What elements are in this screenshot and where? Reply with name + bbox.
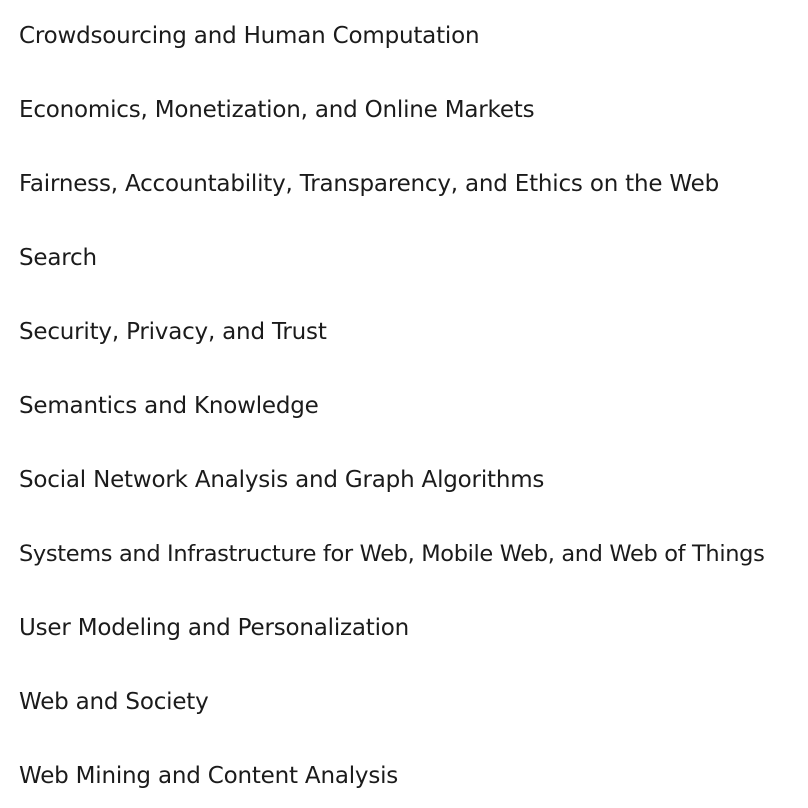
topic-crowdsourcing-human-computation[interactable]: Crowdsourcing and Human Computation: [19, 23, 480, 49]
topic-semantics-knowledge[interactable]: Semantics and Knowledge: [19, 393, 319, 419]
topic-social-network-analysis-graph-algorithms[interactable]: Social Network Analysis and Graph Algorithms: [19, 467, 545, 493]
topic-user-modeling-personalization[interactable]: User Modeling and Personalization: [19, 615, 410, 641]
topic-fairness-accountability-transparency-ethics[interactable]: Fairness, Accountability, Transparency, and Ethics on the Web: [19, 171, 719, 197]
topic-search[interactable]: Search: [19, 245, 97, 271]
topic-security-privacy-trust[interactable]: Security, Privacy, and Trust: [19, 319, 327, 345]
topic-systems-infrastructure-web-mobile-things[interactable]: Systems and Infrastructure for Web, Mobile Web, and Web of Things: [19, 541, 765, 567]
topic-web-and-society[interactable]: Web and Society: [19, 689, 209, 715]
topic-web-mining-content-analysis[interactable]: Web Mining and Content Analysis: [19, 763, 399, 789]
topic-economics-monetization-online-markets[interactable]: Economics, Monetization, and Online Markets: [19, 97, 535, 123]
